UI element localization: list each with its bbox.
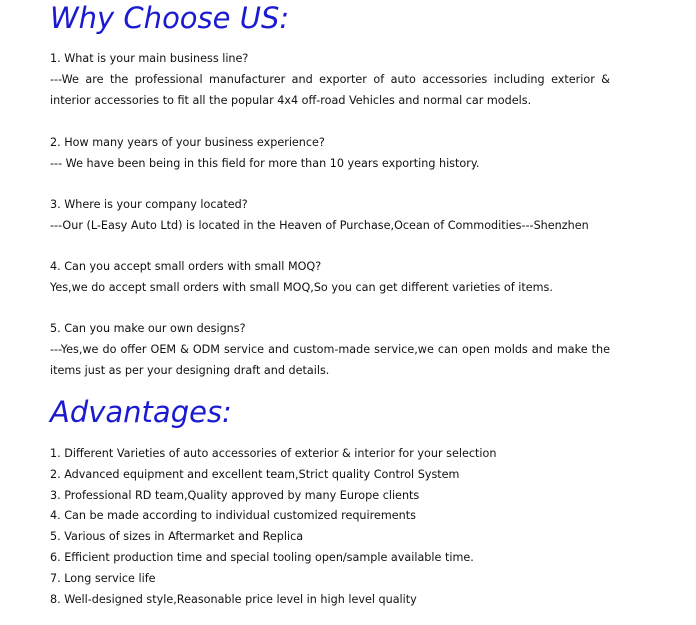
faq-answer-3: ---Our (L-Easy Auto Ltd) is located in the Heaven of Purchase,Ocean of Commodities---Shenzhen [50, 219, 589, 232]
faq-question-5: 5. Can you make our own designs? [50, 322, 246, 335]
faq-question-2: 2. How many years of your business experience? [50, 136, 325, 149]
faq-item-5 [50, 318, 610, 381]
faq-item-4 [50, 256, 610, 298]
faq-question-4: 4. Can you accept small orders with small MOQ? [50, 260, 322, 273]
faq-answer-5: ---Yes,we do offer OEM & ODM service and custom-made service,we can open molds and make the items just as per your designing draft and details. [50, 343, 610, 377]
faq-item-3 [50, 194, 610, 236]
advantage-item: 8. Well-designed style,Reasonable price level in high level quality [50, 592, 417, 606]
advantages-heading: Advantages: [50, 395, 232, 429]
advantage-item: 3. Professional RD team,Quality approved by many Europe clients [50, 488, 420, 502]
advantage-item: 1. Different Varieties of auto accessories of exterior & interior for your selection [50, 447, 497, 460]
advantage-item: 6. Efficient production time and special tooling open/sample available time. [50, 550, 474, 564]
advantages-list [50, 444, 610, 610]
faq-answer-1: ---We are the professional manufacturer and exporter of auto accessories including exterior & interior accessories to fit all the popular 4x4 off-road Vehicles and normal car models. [50, 73, 610, 107]
advantage-item: 2. Advanced equipment and excellent team,Strict quality Control System [50, 467, 460, 481]
faq-answer-4: Yes,we do accept small orders with small MOQ,So you can get different varieties of items. [50, 281, 553, 294]
advantage-item: 7. Long service life [50, 571, 156, 585]
faq-item-1 [50, 48, 610, 111]
faq-question-3: 3. Where is your company located? [50, 198, 248, 211]
advantage-item: 5. Various of sizes in Aftermarket and Replica [50, 530, 304, 544]
faq-question-1: 1. What is your main business line? [50, 52, 249, 65]
why-choose-us-heading: Why Choose US: [50, 1, 290, 35]
faq-answer-2: --- We have been being in this field for more than 10 years exporting history. [50, 157, 480, 170]
advantage-item: 4. Can be made according to individual customized requirements [50, 509, 416, 523]
faq-item-2 [50, 132, 610, 174]
